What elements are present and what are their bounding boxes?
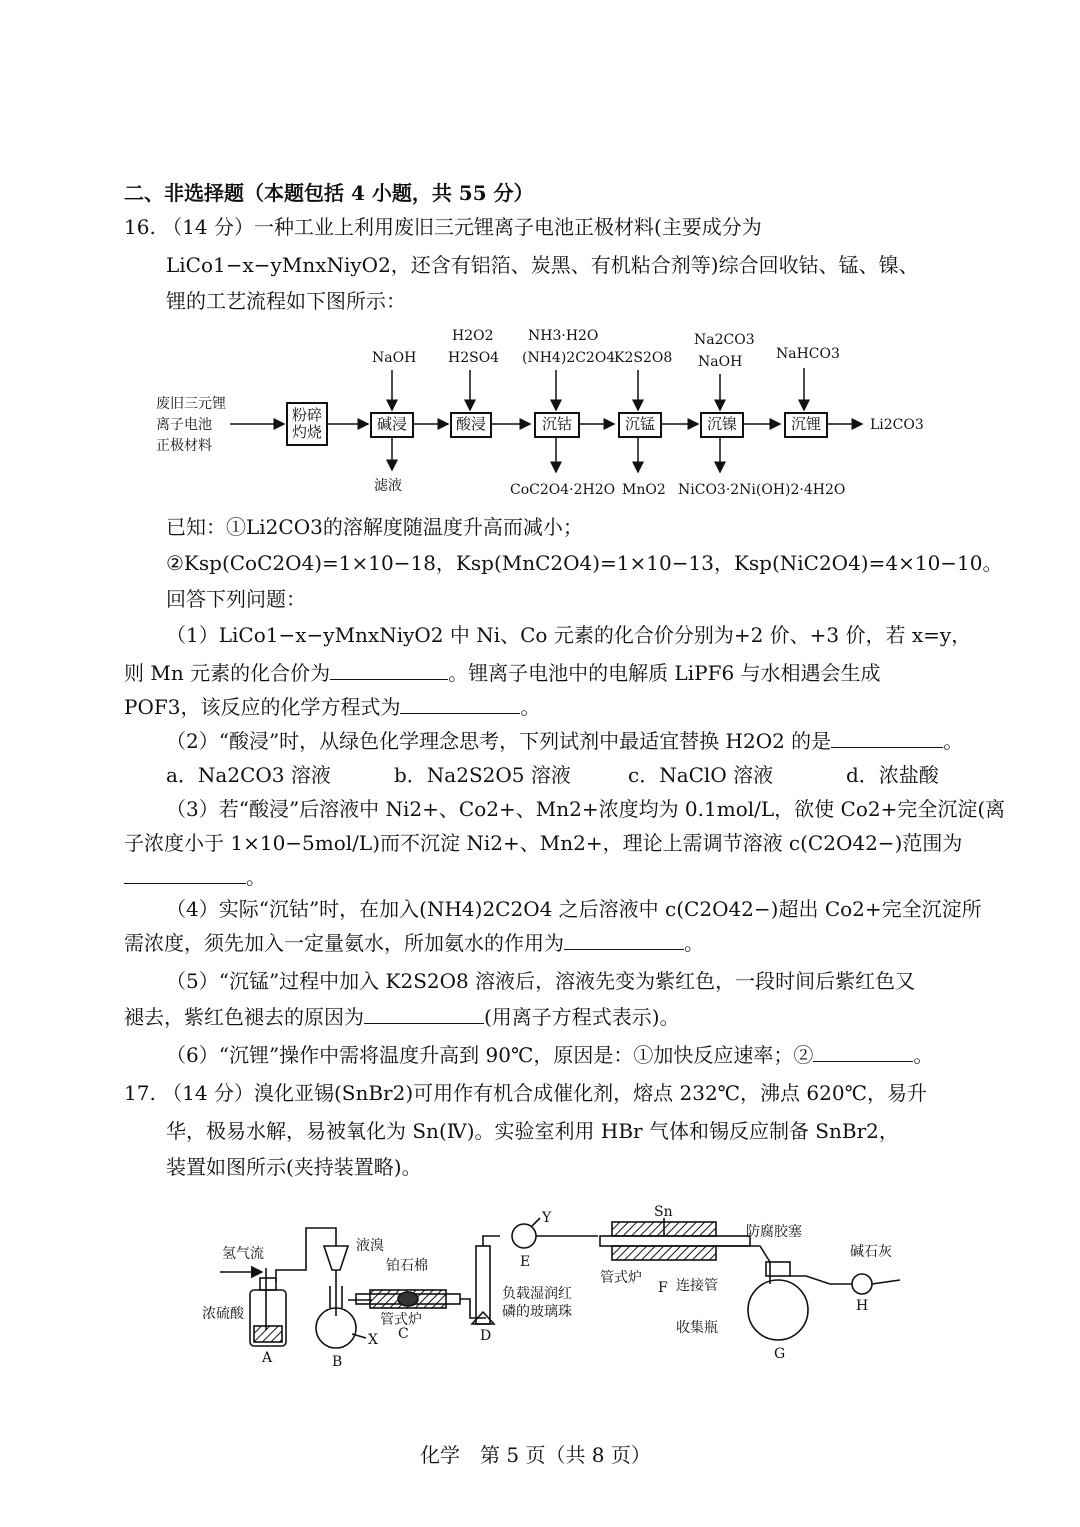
- step-acid-leach: 酸浸: [450, 412, 492, 438]
- reagent-naoh: NaOH: [372, 350, 417, 366]
- step-co-precip: 沉钴: [534, 412, 580, 438]
- q17-line2: 华，极易水解，易被氧化为 Sn(Ⅳ)。实验室利用 HBr 气体和锡反应制备 SnBr2，: [166, 1119, 899, 1143]
- letter-h: H: [856, 1298, 869, 1314]
- option-d: d．浓盐酸: [846, 763, 939, 787]
- part4-line-a: （4）实际“沉钴”时，在加入(NH4)2C2O4 之后溶液中 c(C2O42−)超出 Co2+完全沉淀所: [166, 897, 982, 921]
- step-alkali-leach: 碱浸: [370, 412, 414, 438]
- reagent-na2co3: Na2CO3: [694, 332, 755, 348]
- letter-y: Y: [542, 1210, 552, 1226]
- part5-text-c: (用离子方程式表示)。: [484, 1005, 680, 1029]
- part3-line-b: 子浓度小于 1×10−5mol/L)而不沉淀 Ni2+、Mn2+，理论上需调节溶液 c(C2O42−)范围为: [124, 831, 963, 855]
- q17-line1: 17. （14 分）溴化亚锡(SnBr2)可用作有机合成催化剂，熔点 232℃，沸点 620℃，易升: [124, 1081, 927, 1105]
- q16-line3: 锂的工艺流程如下图所示：: [166, 289, 406, 313]
- reagent-nh4c2o4: (NH4)2C2O4: [522, 350, 616, 366]
- label-phos-2: 磷的玻璃珠: [502, 1304, 572, 1320]
- part3-line-c: 。: [124, 862, 266, 892]
- product-coc2o4: CoC2O4·2H2O: [510, 482, 616, 498]
- label-soda-lime: 碱石灰: [850, 1244, 892, 1260]
- part6-text: （6）“沉锂”操作中需将温度升高到 90℃，原因是：①加快反应速率；②: [166, 1043, 814, 1067]
- letter-b: B: [332, 1354, 343, 1370]
- label-collector: 收集瓶: [676, 1320, 718, 1336]
- label-conc-acid: 浓硫酸: [202, 1306, 244, 1322]
- label-liquid-br: 液溴: [356, 1238, 384, 1254]
- letter-f: F: [658, 1280, 668, 1296]
- option-a: a．Na2CO3 溶液: [166, 763, 331, 787]
- label-pt-wool: 铂石棉: [386, 1258, 428, 1274]
- letter-e: E: [520, 1254, 531, 1270]
- label-sn: Sn: [654, 1204, 673, 1220]
- flow-input-l3: 正极材料: [156, 438, 212, 454]
- part1-text-d: POF3，该反应的化学方程式为: [124, 695, 401, 719]
- reagent-h2so4: H2SO4: [448, 350, 500, 366]
- part1-line-a: （1）LiCo1−x−yMnxNiyO2 中 Ni、Co 元素的化合价分别为+2 价、+3 价，若 x=y，: [166, 623, 972, 647]
- part1-text-c: 。锂离子电池中的电解质 LiPF6 与水相遇会生成: [448, 661, 881, 685]
- q16-line2: LiCo1−x−yMnxNiyO2，还含有铝箔、炭黑、有机粘合剂等)综合回收钴、锰、镍、: [166, 253, 919, 277]
- label-phos-1: 负载湿润红: [502, 1286, 572, 1302]
- option-c: c．NaClO 溶液: [628, 763, 774, 787]
- known-2: ②Ksp(CoC2O4)=1×10−18，Ksp(MnC2O4)=1×10−13，Ksp(NiC2O4)=4×10−10。: [166, 551, 1003, 575]
- part5-line-a: （5）“沉锰”过程中加入 K2S2O8 溶液后，溶液先变为紫红色，一段时间后紫红色又: [166, 969, 916, 993]
- step-burn: 灼烧: [291, 423, 322, 441]
- label-furnace-f: 管式炉: [600, 1270, 642, 1286]
- part2-text: （2）“酸浸”时，从绿色化学理念思考，下列试剂中最适宜替换 H2O2 的是: [166, 729, 832, 753]
- product-nickel: NiCO3·2Ni(OH)2·4H2O: [678, 482, 846, 498]
- step-mn-precip: 沉锰: [618, 412, 662, 438]
- known-1: 已知：①Li2CO3的溶解度随温度升高而减小；: [166, 515, 583, 539]
- part5-text-b: 褪去，紫红色褪去的原因为: [124, 1005, 364, 1029]
- answer-prompt: 回答下列问题：: [166, 587, 306, 611]
- step-ni-precip: 沉镍: [700, 412, 744, 438]
- letter-g: G: [774, 1346, 786, 1362]
- part1-line-d: POF3，该反应的化学方程式为 。: [124, 695, 541, 719]
- reagent-h2o2: H2O2: [452, 328, 494, 344]
- flow-input-l2: 离子电池: [156, 417, 212, 433]
- reagent-nh3h2o: NH3·H2O: [528, 328, 599, 344]
- label-stopper: 防腐胶塞: [746, 1224, 802, 1240]
- part4-text-b: 需浓度，须先加入一定量氨水，所加氨水的作用为: [124, 931, 564, 955]
- product-filtrate: 滤液: [374, 478, 402, 494]
- part1-text-b: 则 Mn 元素的化合价为: [124, 661, 331, 685]
- section-title: 二、非选择题（本题包括 4 小题，共 55 分）: [124, 181, 534, 205]
- product-li2co3: Li2CO3: [870, 417, 924, 433]
- letter-d: D: [480, 1328, 492, 1344]
- letter-c: C: [398, 1326, 409, 1342]
- flow-input-l1: 废旧三元锂: [156, 396, 226, 412]
- page-footer: 化学 第 5 页（共 8 页）: [420, 1443, 651, 1467]
- reagent-nahco3: NaHCO3: [776, 346, 840, 362]
- letter-a: A: [262, 1350, 273, 1366]
- label-furnace-c: 管式炉: [380, 1312, 422, 1328]
- reagent-k2s2o8: K2S2O8: [614, 350, 673, 366]
- part4-line-b: 需浓度，须先加入一定量氨水，所加氨水的作用为 。: [124, 931, 704, 955]
- step-crush: 粉碎: [291, 406, 322, 424]
- part6-line: （6）“沉锂”操作中需将温度升高到 90℃，原因是：①加快反应速率；② 。: [166, 1043, 934, 1067]
- label-connector: 连接管: [676, 1278, 718, 1294]
- letter-x: X: [368, 1332, 378, 1348]
- step-li-precip: 沉锂: [784, 412, 828, 438]
- label-h2-flow: 氢气流: [222, 1246, 264, 1262]
- q17-line3: 装置如图所示(夹持装置略)。: [166, 1155, 422, 1179]
- part2-line: （2）“酸浸”时，从绿色化学理念思考，下列试剂中最适宜替换 H2O2 的是 。: [166, 729, 964, 753]
- product-mno2: MnO2: [622, 482, 666, 498]
- option-b: b．Na2S2O5 溶液: [394, 763, 571, 787]
- reagent-naoh-2: NaOH: [698, 354, 743, 370]
- q16-line1: 16. （14 分）一种工业上利用废旧三元锂离子电池正极材料(主要成分为: [124, 215, 762, 239]
- part3-line-a: （3）若“酸浸”后溶液中 Ni2+、Co2+、Mn2+浓度均为 0.1mol/L，欲使 Co2+完全沉淀(离: [166, 797, 1006, 821]
